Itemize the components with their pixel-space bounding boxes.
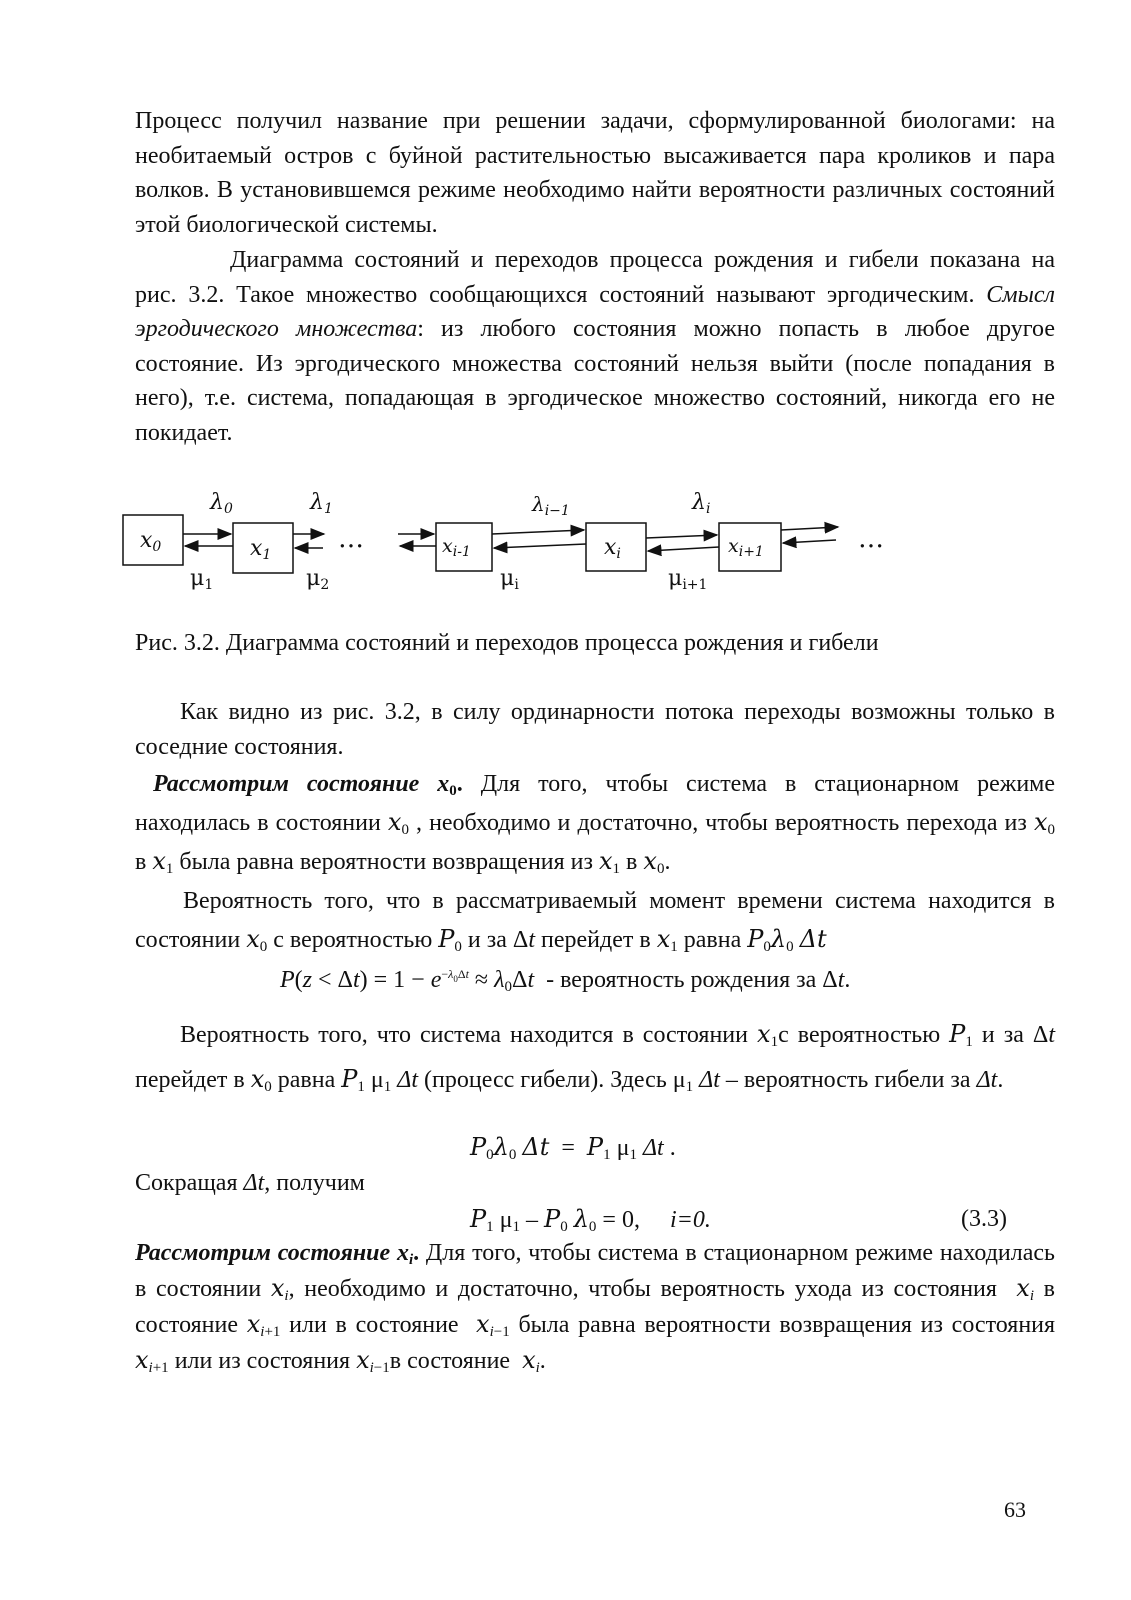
text-span: (процесс гибели).: [424, 1067, 605, 1093]
text-span: гибели за: [874, 1067, 971, 1093]
lambda-label-i-1: $\lambda_{i-1}$: [532, 492, 570, 519]
italic-term: Смысл эргодического множества: [135, 281, 1055, 342]
ellipsis-1: …: [338, 524, 364, 554]
lambda-label-0: $\lambda_0$: [210, 490, 233, 517]
bold-heading: Рассмотрим состояние: [152, 771, 420, 797]
math-P1: P: [949, 1020, 966, 1048]
text-span: за: [1003, 1022, 1024, 1048]
text-span: , необходимо и достаточно, чтобы вероятность ухода из состояния: [288, 1276, 997, 1302]
text-span: в состояние: [389, 1348, 511, 1374]
text-span: Вероятность того, что в рассматриваемый момент времени система находится в состоянии: [135, 888, 1055, 953]
paragraph-probability-death: Вероятность того, что система находится в состоянии $x_1с$ вероятностью $P_1$ и за Δt перейдет в $x_0$ равна $P_1$ $\mu_1$ Δt (процесс гибели). Здесь $\mu_1$ Δt – вероятность гибели за Δt.: [135, 1020, 1056, 1095]
math-x1: x: [599, 847, 613, 875]
state-label-xi+1: $x_{i+1}$: [728, 535, 764, 560]
text-span: - вероятность рождения за: [546, 967, 817, 993]
paragraph-state-x0: Рассмотрим состояние $x_0$. Для того, чтобы система в стационарном режиме находилась в состоянии $x_0$ , необходимо и достаточно, чтобы вероятность перехода из $x_0$ в $x_1$ была равна вероятности возвращения из $x_1$ в $x_0$.: [135, 771, 1055, 877]
page-number: 63: [1004, 1497, 1026, 1522]
math-x0: x: [250, 1065, 265, 1093]
arrow-out-xi+1: [781, 527, 838, 530]
text-span: с вероятностью: [273, 927, 433, 953]
text-span: Здесь: [610, 1067, 667, 1093]
text-span: перейдет в: [541, 927, 651, 953]
math-x0: x: [1033, 808, 1048, 836]
ellipsis-2: …: [858, 524, 884, 554]
text-span: Для того, чтобы система в стационарном режиме находилась в состоянии: [135, 1240, 1055, 1302]
arrow-mu-i+1: [648, 547, 719, 551]
paragraph-intro: Процесс получил название при решении задачи, сформулированной биологами: на необитаемый остров с буйной растительностью высаживается пара кроликов и пара волков. В установившемся режиме необходимо найти вероятности различных состояний этой биологической системы.: [135, 108, 1055, 238]
text-span: и: [981, 1022, 995, 1048]
text-span: с вероятностью: [778, 1022, 941, 1048]
bold-heading: Рассмотрим состояние: [135, 1240, 391, 1266]
mu-label-i: $\mu_i$: [500, 566, 519, 593]
state-label-x1: $x_1$: [250, 536, 272, 563]
equation-condition: i=0.: [669, 1207, 711, 1233]
paragraph-probability-birth: Вероятность того, что в рассматриваемый момент времени система находится в состоянии $x_0$ с вероятностью $P_0$ и за Δt перейдет в $x_1$ равна $P_0\lambda_0$ Δt: [135, 888, 1055, 955]
math-x1: x: [757, 1020, 771, 1048]
balance-equation-0: $P_0\lambda_0$ $\Delta t = P_1$ $\mu_1$ Δt .: [470, 1133, 676, 1163]
paragraph-state-xi: Рассмотрим состояние $x_i$. Для того, чтобы система в стационарном режиме находилась в состоянии $x_i$, необходимо и достаточно, чтобы вероятность ухода из состояния $x_i$ в состояние $x_{i+1}$ или в состояние $x_{i-1}$ была равна вероятности возвращения из состояния $x_{i+1}$ или из состояния $x_{i-1}в$ состояние $x_i$.: [135, 1240, 1056, 1376]
math-P0: P: [438, 925, 455, 953]
equation-number: (3.3): [961, 1206, 1007, 1232]
text-span: была равна вероятности возвращения из состояния: [518, 1312, 1056, 1338]
text-span: равна: [683, 927, 742, 953]
mu-label-2: $\mu_2$: [306, 566, 330, 593]
arrow-in-xi+1: [783, 540, 836, 543]
text-reducing: Сокращая Δt, получим: [135, 1170, 365, 1196]
paragraph-diagram-description: [135, 243, 1055, 450]
text-span: Для того, чтобы система в стационарном режиме находилась в состоянии: [135, 771, 1055, 836]
paragraph-ordinarity: Как видно из рис. 3.2, в силу ординарности потока переходы возможны только в соседние состояния.: [135, 699, 1055, 760]
math-x0: x: [643, 847, 657, 875]
text-span: или из состояния: [174, 1348, 351, 1374]
math-x1: x: [152, 847, 166, 875]
math-P0-lambda0-dt: P: [747, 925, 764, 953]
state-transition-diagram: [120, 490, 920, 600]
math-x1: x: [656, 925, 671, 953]
text-span: Вероятность того, что система находится в состоянии: [180, 1022, 748, 1048]
mu-label-1: $\mu_1$: [190, 566, 214, 593]
text-span: в: [626, 849, 638, 875]
text-span: Сокращая: [135, 1170, 238, 1196]
formula-birth-probability: $P(z < \Delta t) = 1 - e^{-\lambda_0\Delta t} \approx \lambda_0\Delta t$ - вероятность рождения за Δt.: [280, 967, 851, 995]
text-span: : из любого состояния можно попасть в любое другое состояние. Из эргодического множества состояний нельзя выйти (после попадания в него), т.е. система, попадающая в эргодическое множество состояний, никогда его не покидает.: [135, 316, 1055, 446]
text-span: перейдет в: [135, 1067, 245, 1093]
text-span: равна: [277, 1067, 336, 1093]
text-span: в состояние: [135, 1276, 1056, 1338]
diagram-svg: [120, 490, 920, 600]
text-span: , необходимо и достаточно, чтобы вероятность перехода из: [416, 810, 1027, 836]
text-span: была равна вероятности возвращения из: [179, 849, 593, 875]
math-x0: x: [387, 808, 402, 836]
arrow-lambda-i: [646, 535, 717, 538]
figure-caption: Рис. 3.2. Диаграмма состояний и переходов процесса рождения и гибели: [135, 630, 879, 656]
lambda-label-i: $\lambda_i$: [692, 490, 711, 517]
math-x0: x: [246, 925, 260, 953]
state-label-xi: $x_i$: [604, 535, 621, 562]
equation-3-3: $P_1$ $\mu_1 - P_0$ $\lambda_0 = 0$, i=0.: [470, 1205, 711, 1235]
text-span: или в состояние: [289, 1312, 459, 1338]
text-span: в: [135, 849, 147, 875]
state-label-x0: $x_0$: [140, 528, 162, 555]
mu-label-i+1: $\mu_{i+1}$: [668, 566, 708, 593]
arrow-mu-i: [494, 544, 586, 548]
state-label-xi-1: $x_{i-1}$: [442, 535, 471, 560]
arrow-lambda-i-1: [492, 530, 584, 534]
lambda-label-1: $\lambda_1$: [310, 490, 333, 517]
text-span: – вероятность: [725, 1067, 869, 1093]
text-span: и за: [467, 927, 507, 953]
text-span: Диаграмма состояний и переходов процесса рождения и гибели показана на рис. 3.2. Такое множество сообщающихся состояний называют эргодическим.: [135, 247, 1055, 308]
text-span: , получим: [264, 1170, 365, 1196]
